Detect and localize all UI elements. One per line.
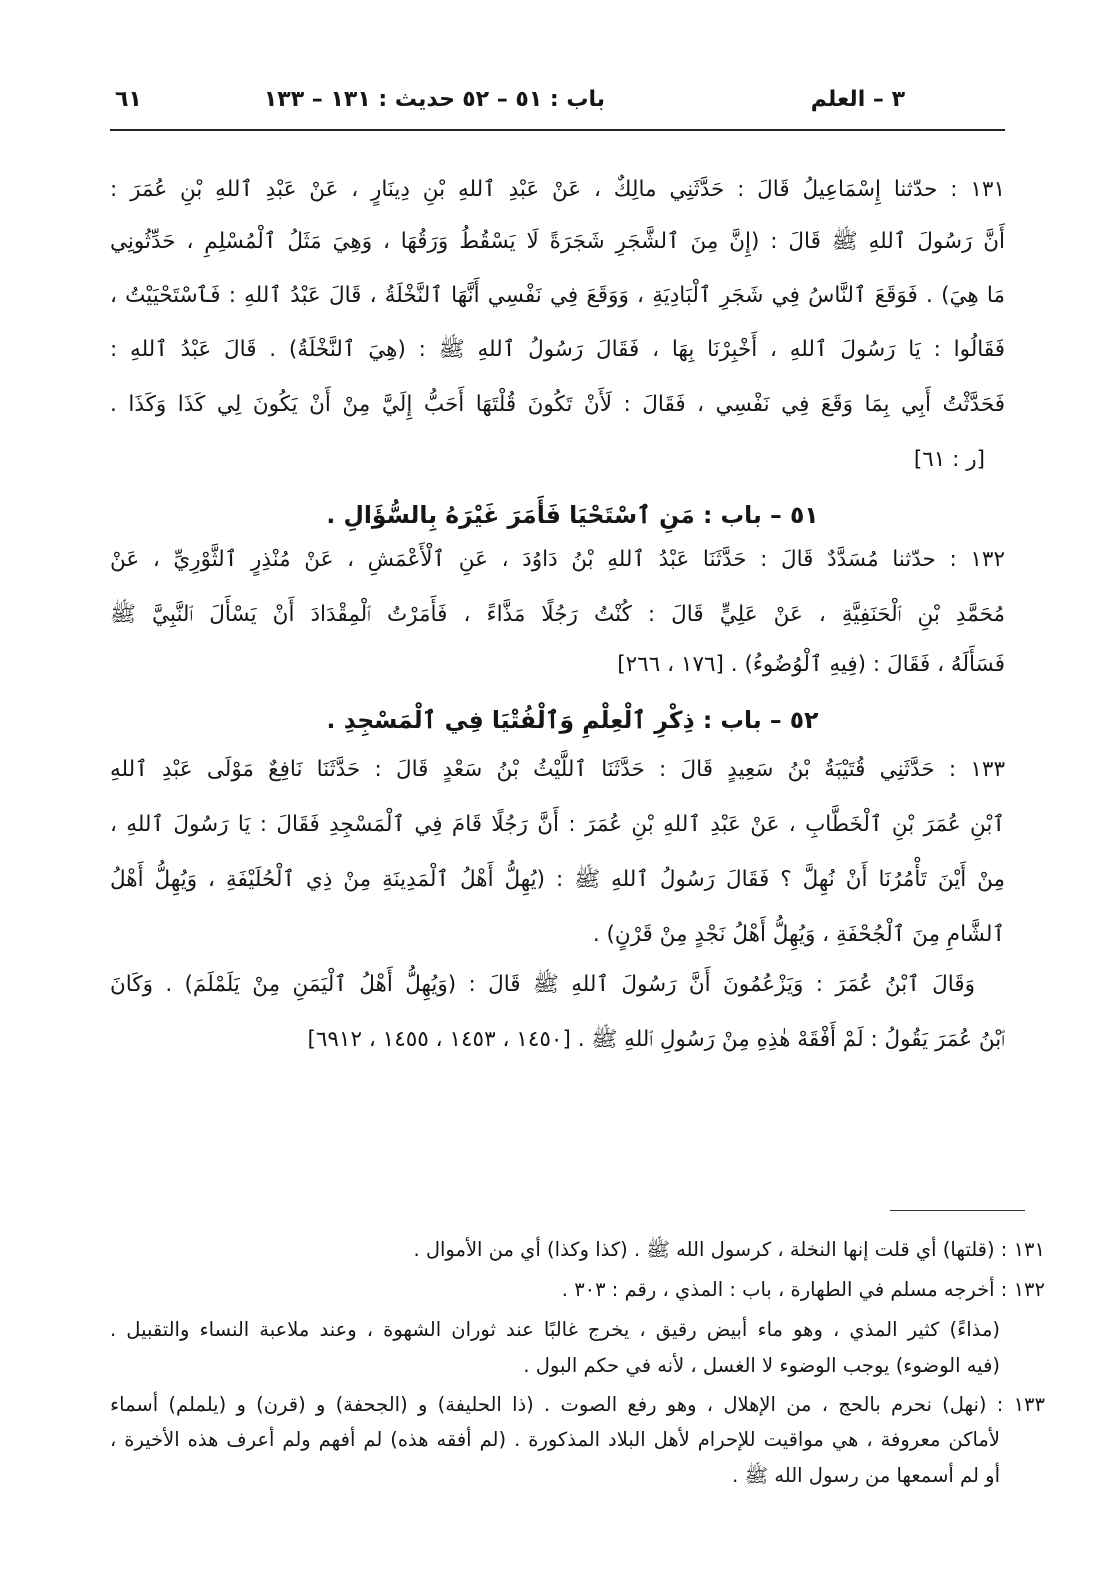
hadith-131-line: فَقَالُوا : يَا رَسُولَ ٱللهِ ، أَخْبِرْنَا بِهَا ، فَقَالَ رَسُولُ ٱللهِ ﷺ : (هِيَ ٱلنَّخْلَةُ) . قَالَ عَبْدُ ٱللهِ : <box>110 337 1005 362</box>
running-header-chapter: ٣ – العلم <box>810 87 905 112</box>
footnote-line: ١٣٢ : أخرجه مسلم في الطهارة ، باب : المذي ، رقم : ٣٠٣ . <box>561 1278 1045 1301</box>
footnote-line: أو لم أسمعها من رسول الله ﷺ . <box>732 1464 1000 1487</box>
hadith-131-line: ١٣١ : حدّثنا إِسْمَاعِيلُ قَالَ : حَدَّثَنِي مالِكٌ ، عَنْ عَبْدِ ٱللهِ بْنِ دِينَارٍ ، عَنْ عَبْدِ ٱللهِ بْنِ عُمَرَ : <box>110 177 1005 202</box>
hadith-132-line: مُحَمَّدِ بْنِ ٱلْحَنَفِيَّةِ ، عَنْ عَلِيٍّ قَالَ : كُنْتُ رَجُلًا مَذَّاءً ، فَأَمَرْتُ ٱلْمِقْدَادَ أَنْ يَسْأَلَ ٱلنَّبِيَّ ﷺ <box>110 602 1005 627</box>
hadith-133-line: وَقَالَ ٱبْنُ عُمَرَ : وَيَزْعُمُونَ أَنَّ رَسُولَ ٱللهِ ﷺ قَالَ : (وَيُهِلُّ أَهْلُ ٱلْيَمَنِ مِنْ يَلَمْلَمَ) . وَكَانَ <box>110 972 975 997</box>
footnote-line: لأماكن معروفة ، هي مواقيت للإحرام لأهل البلاد المذكورة . (لم أفقه هذه) لم أفهم ولم أعرف هذه الأخيرة ، <box>110 1428 1000 1451</box>
section-heading-bab-52: ٥٢ – باب : ذِكْرِ ٱلْعِلْمِ وَٱلْفُتْيَا فِي ٱلْمَسْجِدِ . <box>326 706 819 734</box>
page-number: ٦١ <box>115 87 142 112</box>
hadith-131-cross-reference: [ر : ٦١] <box>913 447 985 472</box>
hadith-131-line: فَحَدَّثْتُ أَبِي بِمَا وَقَعَ فِي نَفْسِي ، فَقَالَ : لَأَنْ تَكُونَ قُلْتَهَا أَحَبُّ إِلَيَّ مِنْ أَنْ يَكُونَ لِي كَذَا وَكَذَا . <box>110 392 1005 417</box>
footnote-line: (فيه الوضوء) يوجب الوضوء لا الغسل ، لأنه في حكم البول . <box>523 1354 1000 1377</box>
footnote-separator <box>890 1210 1025 1211</box>
footnote-line: ١٣١ : (قلتها) أي قلت إنها النخلة ، كرسول الله ﷺ . (كذا وكذا) أي من الأموال . <box>413 1238 1045 1261</box>
section-heading-bab-51: ٥١ – باب : مَنِ ٱسْتَحْيَا فَأَمَرَ غَيْرَهُ بِالسُّؤَالِ . <box>326 501 819 529</box>
hadith-132-line: ١٣٢ : حدّثنا مُسَدَّدٌ قَالَ : حَدَّثَنَا عَبْدُ ٱللهِ بْنُ دَاوُدَ ، عَنِ ٱلْأَعْمَشِ ، عَنْ مُنْذِرٍ ٱلثَّوْرِيِّ ، عَنْ <box>110 547 1005 572</box>
hadith-133-line: ١٣٣ : حَدَّثَنِي قُتَيْبَةُ بْنُ سَعِيدٍ قَالَ : حَدَّثَنَا ٱللَّيْثُ بْنُ سَعْدٍ قَالَ : حَدَّثَنَا نَافِعٌ مَوْلَى عَبْدِ ٱللهِ <box>110 757 1005 782</box>
header-rule <box>110 129 1005 131</box>
hadith-131-line: مَا هِيَ) . فَوَقَعَ ٱلنَّاسُ فِي شَجَرِ ٱلْبَادِيَةِ ، وَوَقَعَ فِي نَفْسِي أَنَّهَا ٱلنَّخْلَةُ ، قَالَ عَبْدُ ٱللهِ : فَٱسْتَحْيَيْتُ ، <box>110 283 1005 308</box>
hadith-131-line: أَنَّ رَسُولَ ٱللهِ ﷺ قَالَ : (إِنَّ مِنَ ٱلشَّجَرِ شَجَرَةً لَا يَسْقُطُ وَرَقُهَا ، وَهِيَ مَثَلُ ٱلْمُسْلِمِ ، حَدِّثُونِي <box>110 229 1005 254</box>
hadith-132-line: فَسَأَلَهُ ، فَقَالَ : (فِيهِ ٱلْوُضُوءُ) . [١٧٦ ، ٢٦٦] <box>617 652 1005 677</box>
hadith-133-line: ٱبْنُ عُمَرَ يَقُولُ : لَمْ أَفْقَهْ هٰذِهِ مِنْ رَسُولِ ٱللهِ ﷺ . [١٤٥٠ ، ١٤٥٣ ، ١٤٥٥ ، ٦٩١٢] <box>307 1027 1005 1052</box>
running-header-bab: باب : ٥١ – ٥٢ <box>462 87 605 112</box>
footnote-line: (مذاءً) كثير المذي ، وهو ماء أبيض رقيق ، يخرج غالبًا عند ثوران الشهوة ، وعند ملاعبة النساء والتقبيل . <box>110 1318 1000 1341</box>
hadith-133-line: ٱبْنِ عُمَرَ بْنِ ٱلْخَطَّابِ ، عَنْ عَبْدِ ٱللهِ بْنِ عُمَرَ : أَنَّ رَجُلًا قَامَ فِي ٱلْمَسْجِدِ فَقَالَ : يَا رَسُولَ ٱللهِ ، <box>110 812 1005 837</box>
running-header-hadith-range: حديث : ١٣١ – ١٣٣ <box>263 87 455 112</box>
hadith-133-line: ٱلشَّامِ مِنَ ٱلْجُحْفَةِ ، وَيُهِلُّ أَهْلُ نَجْدٍ مِنْ قَرْنٍ) . <box>592 922 1005 947</box>
footnote-line: ١٣٣ : (نهل) نحرم بالحج ، من الإهلال ، وهو رفع الصوت . (ذا الحليفة) و (الجحفة) و (قرن) و (يلملم) أسماء <box>110 1393 1045 1416</box>
hadith-133-line: مِنْ أَيْنَ تَأْمُرُنَا أَنْ نُهِلَّ ؟ فَقَالَ رَسُولُ ٱللهِ ﷺ : (يُهِلُّ أَهْلُ ٱلْمَدِينَةِ مِنْ ذِي ٱلْحُلَيْفَةِ ، وَيُهِلُّ أَهْلُ <box>110 867 1005 892</box>
